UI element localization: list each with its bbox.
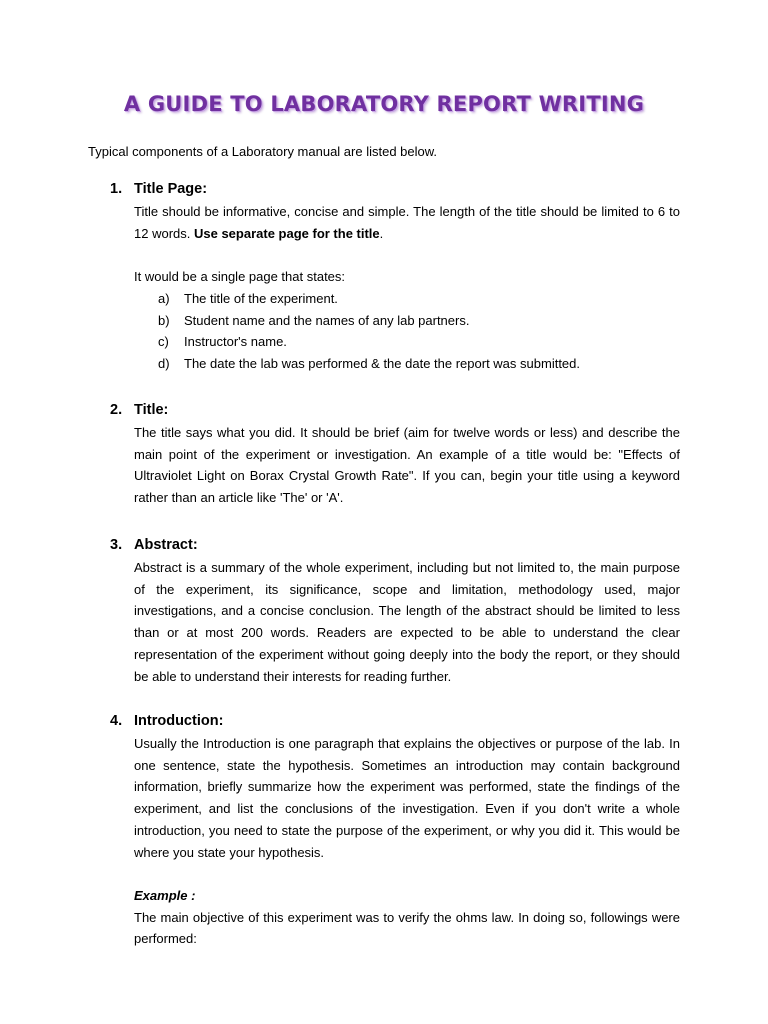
paragraph: Abstract is a summary of the whole experiment, including but not limited to, the main purpose of the experiment, its significance, scope and limitation, methodology used, major investigations, and a concise conclusion. The length of the abstract should be limited to less than or at most 200 words. Readers are expected to be able to understand the clear representation of the experiment without going deeply into the body the report, or they should be able to understand their interests for reading further.	[134, 560, 680, 684]
list-item: d) The date the lab was performed & the date the report was submitted.	[158, 355, 580, 371]
list-item: c) Instructor's name.	[158, 334, 287, 350]
section-introduction	[110, 711, 680, 950]
list-item: a) The title of the experiment.	[158, 290, 338, 306]
section-heading: 4. Introduction:	[110, 713, 224, 729]
paragraph: Usually the Introduction is one paragraph that explains the objectives or purpose of the lab. In one sentence, state the hypothesis. Sometimes an introduction may contain background information, briefly summarize how the experiment was performed, state the findings of the experiment, and list the conclusions of the investigation. Even if you don't write a whole introduction, you need to state the purpose of the experiment, or why you did it. This would be where you state your hypothesis.	[134, 736, 680, 860]
example-label: Example :	[134, 887, 196, 903]
paragraph: Title should be informative, concise and simple. The length of the title should be limited to 6 to 12 words. Use separate page for the title.	[134, 204, 680, 241]
section-heading: 2. Title:	[110, 402, 169, 418]
list-item: b) Student name and the names of any lab partners.	[158, 312, 470, 328]
section-heading: 3. Abstract:	[110, 537, 198, 553]
section-title	[110, 400, 680, 509]
section-abstract	[110, 535, 680, 687]
section-body	[134, 201, 680, 375]
section-body	[134, 733, 680, 950]
section-body	[134, 422, 680, 509]
paragraph: It would be a single page that states:	[134, 269, 346, 285]
intro-text: Typical components of a Laboratory manual are listed below.	[88, 144, 438, 159]
page-title: A GUIDE TO LABORATORY REPORT WRITING	[123, 92, 645, 116]
paragraph: The main objective of this experiment was to verify the ohms law. In doing so, followings were performed:	[134, 909, 680, 947]
title-page-list	[134, 288, 680, 375]
section-title-page	[110, 179, 680, 375]
section-body	[134, 557, 680, 687]
section-heading: 1. Title Page:	[110, 181, 208, 197]
paragraph: The title says what you did. It should be brief (aim for twelve words or less) and describe the main point of the experiment or investigation. An example of a title would be: "Effects of Ultraviolet Light on Borax Crystal Growth Rate". If you can, begin your title using a keyword rather than an article like 'The' or 'A'.	[134, 425, 680, 506]
